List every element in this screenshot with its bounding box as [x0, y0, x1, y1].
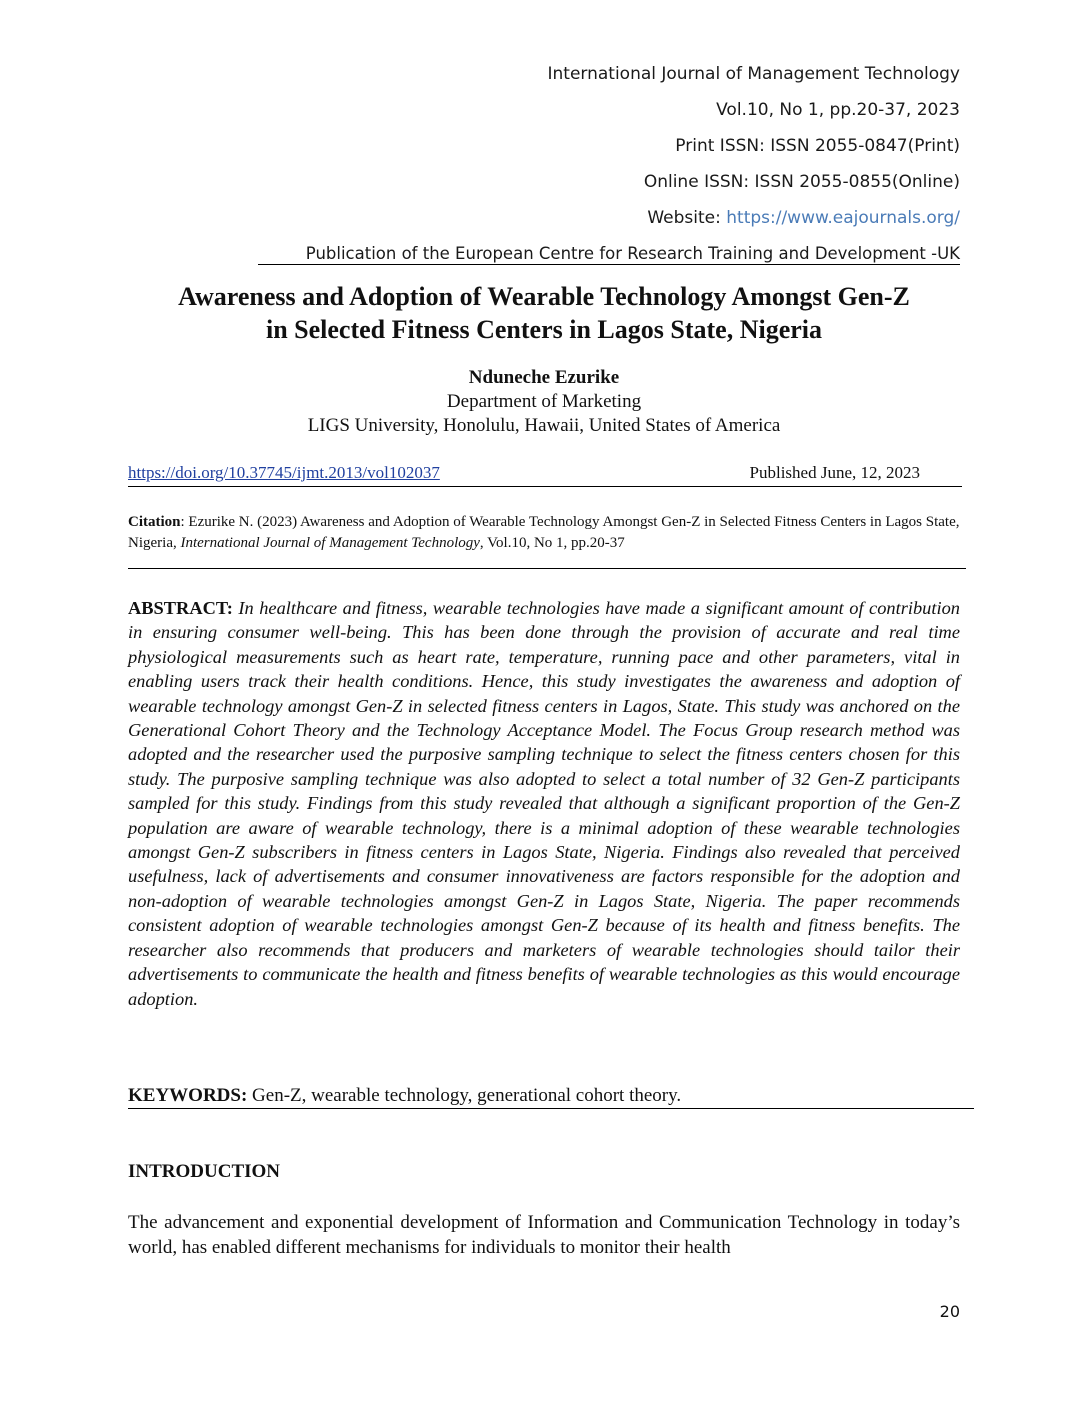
title-line-1: Awareness and Adoption of Wearable Technology Amongst Gen-Z — [178, 282, 910, 311]
author-affiliation: LIGS University, Honolulu, Hawaii, United States of America — [307, 415, 781, 436]
doi-rule — [128, 486, 962, 487]
print-issn: Print ISSN: ISSN 2055-0847(Print) — [675, 136, 960, 156]
paper-title — [100, 280, 988, 346]
keywords-rule — [128, 1108, 974, 1109]
citation-text: : Ezurike N. (2023) Awareness and Adoption of Wearable Technology Amongst Gen-Z in Selected Fitness Centers in Lagos State, Nigeria, — [128, 514, 960, 551]
abstract-text: In healthcare and fitness, wearable technologies have made a significant amount of contribution in ensuring consumer well-being. This has been done through the provision of accurate and real time physiological measurements such as heart rate, temperature, running pace and other parameters, vital in enabling users track their health conditions. Hence, this study investigates the awareness and adoption of wearable technology amongst Gen-Z in selected fitness centers in Lagos, State. This study was anchored on the Generational Cohort Theory and the Technology Acceptance Model. The Focus Group research method was adopted and the researcher used the purposive sampling technique to select the fitness centers chosen for this study. The purposive sampling technique was also adopted to select a total number of 32 Gen-Z participants sampled for this study. Findings from this study revealed that although a significant proportion of the Gen-Z population are aware of wearable technology, there is a minimal adoption of these wearable technologies amongst Gen-Z subscribers in fitness centers in Lagos State, Nigeria. Findings also revealed that perceived usefulness, lack of advertisements and consumer innovativeness are factors responsible for the adoption and non-adoption of wearable technologies amongst Gen-Z in Lagos State, Nigeria. The paper recommends consistent adoption of wearable technologies amongst Gen-Z because of its health and fitness benefits. The researcher also recommends that producers and marketers of wearable technologies should tailor their advertisements to communicate the health and fitness benefits of wearable technologies as this would encourage adoption. — [128, 598, 960, 1009]
website-line — [647, 208, 960, 228]
keywords-label: KEYWORDS: — [128, 1085, 248, 1106]
author-name: Nduneche Ezurike — [468, 367, 620, 388]
title-line-2: in Selected Fitness Centers in Lagos State, Nigeria — [265, 315, 823, 344]
citation-pages: , Vol.10, No 1, pp.20-37 — [479, 535, 625, 551]
doi-link[interactable]: https://doi.org/10.37745/ijmt.2013/vol102037 — [128, 463, 440, 482]
introduction-text: The advancement and exponential development of Information and Communication Technology in today’s world, has enabled different mechanisms for individuals to monitor their health — [128, 1212, 960, 1258]
citation-label: Citation — [128, 514, 181, 530]
author-department: Department of Marketing — [446, 391, 642, 412]
publisher-line: Publication of the European Centre for Research Training and Development -UK — [305, 244, 960, 263]
published-date: Published June, 12, 2023 — [749, 463, 920, 482]
website-link[interactable]: https://www.eajournals.org/ — [726, 208, 960, 228]
page-number: 20 — [939, 1302, 960, 1321]
abstract — [128, 596, 960, 1011]
keywords-text: Gen-Z, wearable technology, generational cohort theory. — [247, 1085, 682, 1106]
online-issn: Online ISSN: ISSN 2055-0855(Online) — [643, 172, 960, 192]
header-rule — [258, 264, 960, 265]
citation-journal: International Journal of Management Technology — [180, 535, 480, 551]
keywords — [128, 1085, 968, 1107]
volume-info: Vol.10, No 1, pp.20-37, 2023 — [716, 100, 960, 120]
abstract-label: ABSTRACT: — [128, 598, 233, 618]
citation-rule — [128, 568, 966, 569]
citation — [128, 512, 960, 554]
introduction-heading: INTRODUCTION — [128, 1161, 281, 1182]
journal-name: International Journal of Management Technology — [547, 64, 960, 84]
website-label: Website: — [647, 208, 727, 228]
